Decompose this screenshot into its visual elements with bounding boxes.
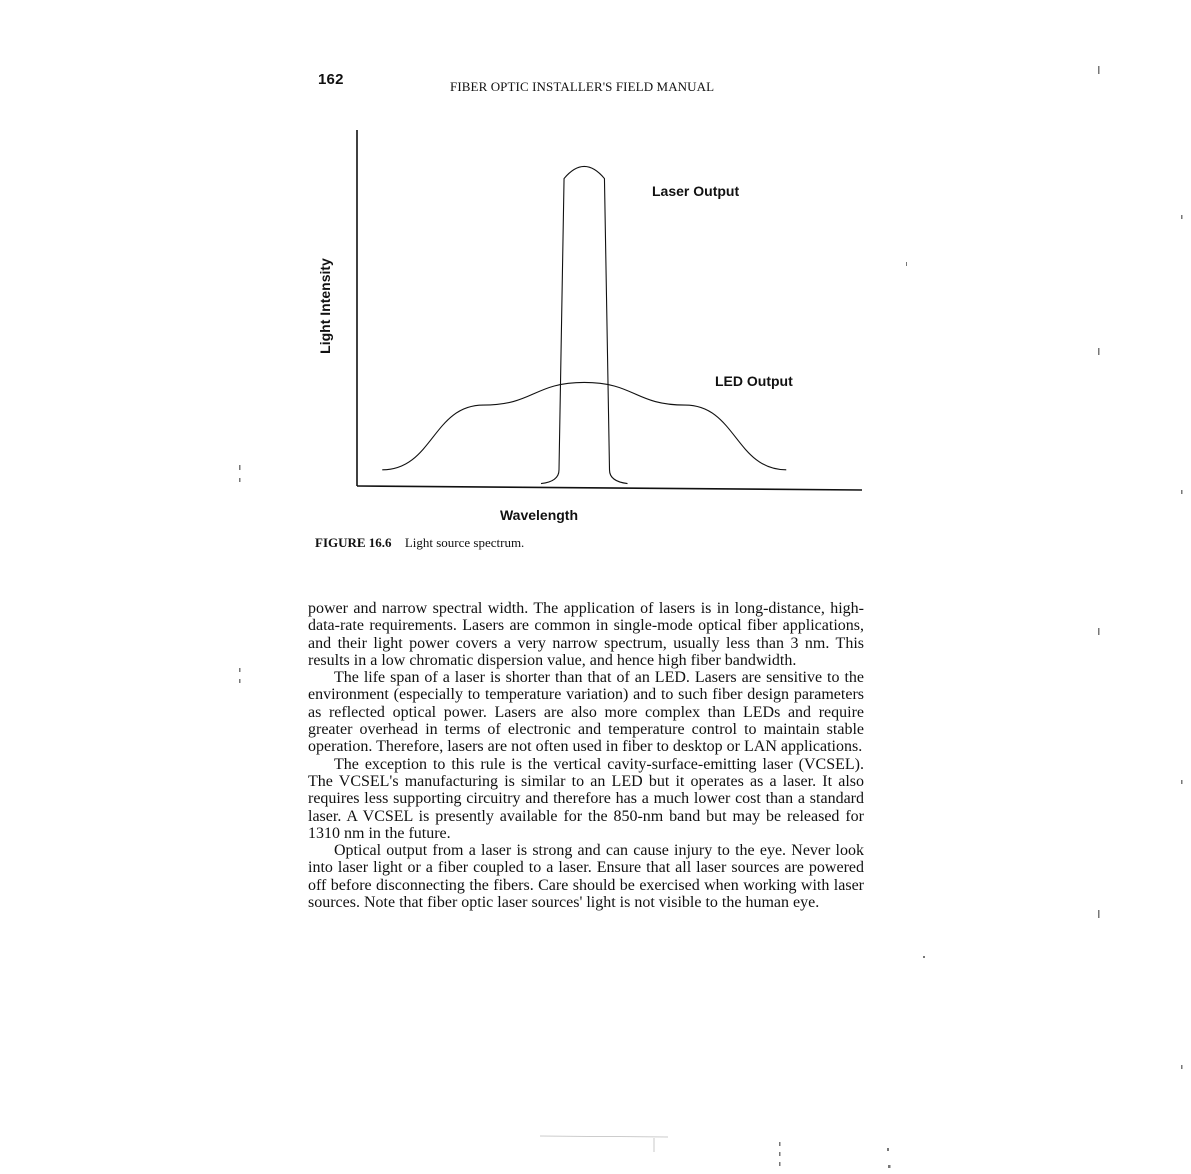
running-title: FIBER OPTIC INSTALLER'S FIELD MANUAL xyxy=(450,79,715,94)
page-number: 162 xyxy=(318,71,344,88)
laser-output-label: Laser Output xyxy=(652,183,740,199)
figure-caption-text: Light source spectrum. xyxy=(404,535,525,550)
paragraph: The exception to this rule is the vertical cavity-surface-emitting laser (VCSEL). The VCSEL's manufacturing is similar to an LED but it operates as a laser. It also requires less supporting circuitry and therefore has a much lower cost than a standard laser. A VCSEL is presently available for the 850-nm band but may be released for 1310 nm in the future. xyxy=(308,755,864,842)
x-axis-label: Wavelength xyxy=(499,507,579,523)
led-output-label: LED Output xyxy=(715,373,793,389)
figure-number: FIGURE 16.6 xyxy=(315,535,392,550)
y-axis-label: Light Intensity xyxy=(317,258,333,354)
paragraph: Optical output from a laser is strong and can cause injury to the eye. Never look into laser light or a fiber coupled to a laser. Ensure that all laser sources are powered off before disconnecting the fibers. Care should be exercised when working with laser sources. Note that fiber optic laser sources' light is not visible to the human eye. xyxy=(308,842,864,912)
paragraph: power and narrow spectral width. The application of lasers is in long-distance, high-data-rate requirements. Lasers are common in single-mode optical fiber applications, and their light power covers a very narrow spectrum, usually less than 3 nm. This results in a low chromatic dispersion value, and hence high fiber bandwidth. xyxy=(308,600,864,669)
paragraph: The life span of a laser is shorter than that of an LED. Lasers are sensitive to the environment (especially to temperature variation) and to such fiber design parameters as reflected optical power. Lasers are also more complex than LEDs and require greater overhead in terms of electronic and temperature control to maintain stable operation. Therefore, lasers are not often used in fiber to desktop or LAN applications. xyxy=(308,669,864,756)
